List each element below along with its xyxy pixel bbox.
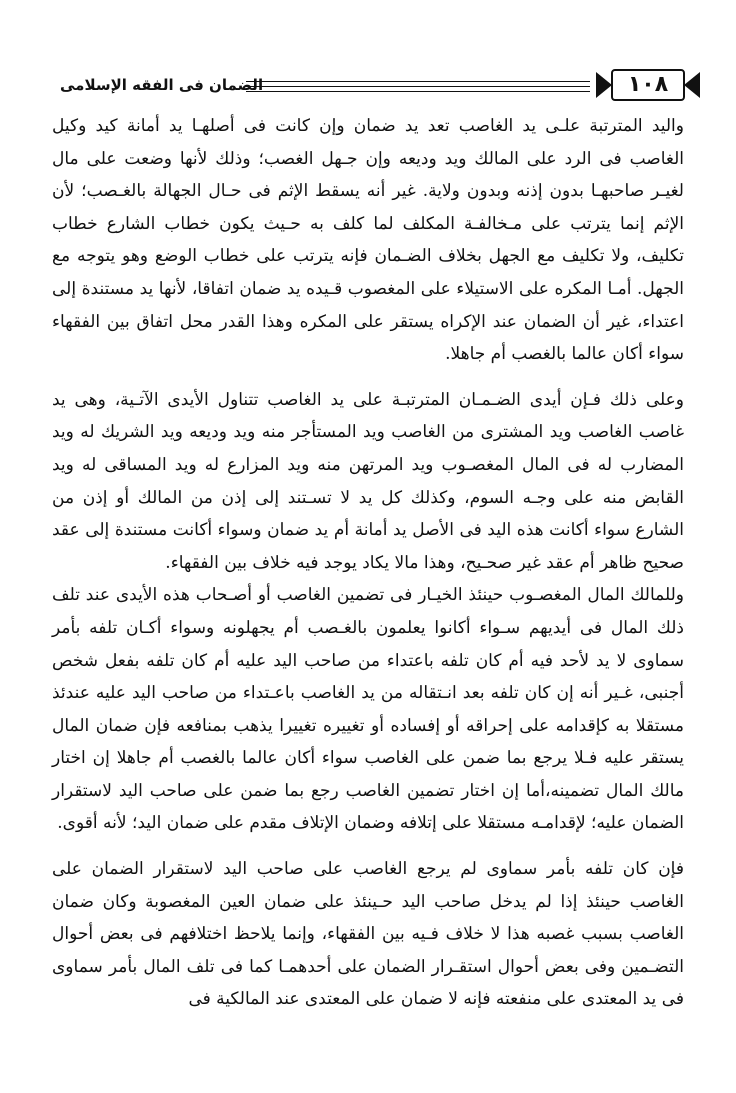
paragraph-2: وعلى ذلك فـإن أيدى الضـمـان المترتبـة على يد الغاصب تتناول الأيدى الآتـية، وهى يد غاصب الغاصب ويد المشترى من الغاصب ويد المستأجر منه ويد وديعه ويد الشريك له ويد المضارب له فى المال المغصـوب ويد المرتهن منه ويد المزارع له ويد المساقى له ويد القابض منه على وجـه السوم، وكذلك كل يد لا تسـتند إلى إذن من المالك أو إذن من الشارع سواء أكانت هذه اليد فى الأصل يد أمانة أم يد ضمان وسواء أكانت مستندة إلى عقد صحيح ظاهر أم عقد غير صحـيح، وهذا مالا يكاد يوجد فيه خلاف بين الفقهاء. (52, 389, 684, 573)
header-rule (246, 81, 590, 82)
header-rule (246, 91, 590, 92)
paragraph-3: وللمالك المال المغصـوب حينئذ الخيـار فى تضمين الغاصب أو أصـحاب هذه الأيدى عند تلف ذلك المال فى أيديهم سـواء أكانوا يعلمون بالغـصب أم يجهلونه وسواء أكـان تلفه بأمر سماوى لا يد لأحد فيه أم كان تلفه باعتداء من صاحب اليد عليه أم كان تلفه بفعل شخص أجنبى، غـير أنه إن كان تلفه بعد انـتقاله من يد الغاصب باعـتداء من صاحب اليد عليه عندئذ مستقلا به كإقدامه على إحراقه أو إفساده أو تغييره تغييرا يذهب بمنافعه فإن ضمان المال يستقر عليه فـلا يرجع بما ضمن على الغاصب سواء أكان عالما بالغصب أم جاهلا إن اختار مالك المال تضمينه،أما إن اختار تضمين الغاصب رجع بما ضمن على صاحب اليد لاستقرار الضمان عليه؛ لإقدامـه مستقلا على إتلافه وضمان الإتلاف مقدم على ضمان اليد؛ لأنه أقوى. (52, 585, 684, 834)
paragraph-4: فإن كان تلفه بأمر سماوى لم يرجع الغاصب على صاحب اليد لاستقرار الضمان على الغاصب حينئذ إذا لم يدخل صاحب اليد حـينئذ على ضمان العين المغصوبة وكان ضمان الغاصب بسبب غصبه هذا لا خلاف فـيه بين الفقهاء، وإنما يلاحظ اختلافهم فى بعض أحوال التضـمين وفى بعض أحوال استقـرار الضمان على أحدهمـا كما فى تلف المال بأمر سماوى فى يد المعتدى على منفعته فإنه لا ضمان على المعتدى عند المالكية فى (52, 859, 684, 1010)
page-number-badge (596, 68, 700, 102)
paragraph-1: واليد المترتبة علـى يد الغاصب تعد يد ضمان وإن كانت فى أصلهـا يد أمانة كيد وكيل الغاصب فى الرد على المالك ويد وديعه وإن جـهل الغصب؛ وذلك لأنها وضعت على مال لغيـر صاحبهـا بدون إذنه وبدون ولاية. غير أنه يسقط الإثم فى حـال الجهالة بالغـصب؛ لأن الإثم إنما يترتب على مـخالفـة المكلف لما كلف به حـيث يكون خطاب الشارع خطاب تكليف، ولا تكليف مع الجهل بخلاف الضـمان فإنه يترتب على خطاب الوضع وهو يتوجه مع الجهل. أمـا المكره على الاستيلاء على المغصوب قـيده يد ضمان اتفاقا، لأنها يد مستندة إلى اعتداء، غير أن الضمان عند الإكراه يستقر على المكره وهذا القدر محل اتفاق بين الفقهاء سواء أكان عالما بالغصب أم جاهلا. (52, 116, 685, 365)
running-title: الضمان فى الفقه الإسلامى (60, 76, 264, 94)
body-text (52, 110, 684, 1016)
running-header (60, 62, 700, 106)
page-number: ١٠٨ (627, 72, 669, 97)
header-rule (246, 86, 590, 87)
